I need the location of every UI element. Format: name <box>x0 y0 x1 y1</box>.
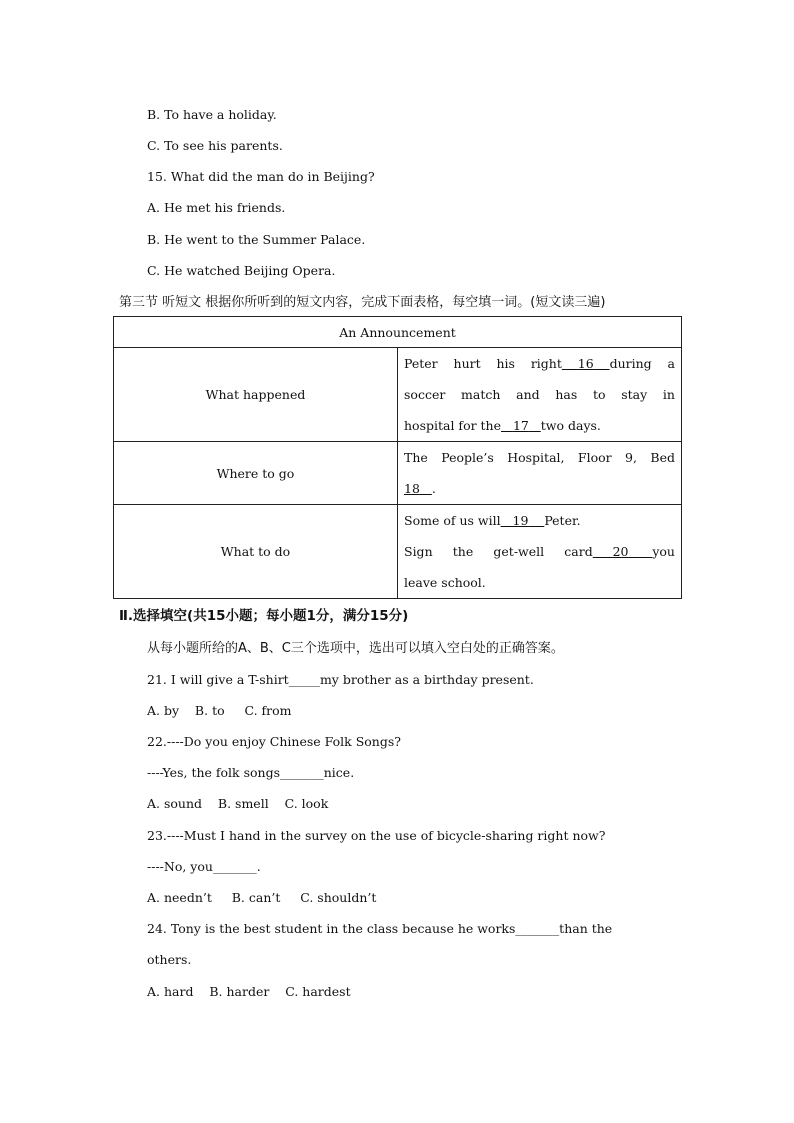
word: his <box>496 356 515 371</box>
question-24-line2: others. <box>147 952 192 967</box>
q24-options: A. hard B. harder C. hardest <box>147 984 351 999</box>
row-content-what-to-do <box>398 505 682 599</box>
blank-16 <box>562 356 610 371</box>
word: 9, <box>625 450 637 465</box>
row-content-what-happened <box>398 348 682 442</box>
table-title: An Announcement <box>114 317 682 348</box>
q15-option-c: C. He watched Beijing Opera. <box>147 263 336 278</box>
word: the <box>452 544 474 559</box>
blank-20 <box>593 544 653 559</box>
text: . <box>431 481 436 496</box>
option-b-holiday: B. To have a holiday. <box>147 107 277 122</box>
text: hospital for the <box>404 418 502 433</box>
word: Hospital, <box>507 450 565 465</box>
word: a <box>667 356 675 371</box>
word: stay <box>621 387 648 402</box>
blank-19 <box>501 513 545 528</box>
word: card <box>564 544 593 559</box>
question-21: 21. I will give a T-shirt_____my brother as a birthday present. <box>147 672 534 687</box>
row-label-where-to-go: Where to go <box>114 442 398 505</box>
announcement-table <box>113 316 682 599</box>
word: has <box>555 387 578 402</box>
word: right <box>530 356 562 371</box>
word: Bed <box>650 450 675 465</box>
question-22-line2: ----Yes, the folk songs_______nice. <box>147 765 355 780</box>
part2-instruction: 从每小题所给的A、B、C三个选项中，选出可以填入空白处的正确答案。 <box>147 641 564 656</box>
word: to <box>592 387 606 402</box>
word: Peter <box>404 356 438 371</box>
blank-18-number: 18 <box>404 481 420 496</box>
row-label-what-to-do: What to do <box>114 505 398 599</box>
word: Floor <box>577 450 612 465</box>
word: get-well <box>493 544 545 559</box>
option-c-parents: C. To see his parents. <box>147 138 283 153</box>
text: two days. <box>540 418 601 433</box>
question-22-line1: 22.----Do you enjoy Chinese Folk Songs? <box>147 734 401 749</box>
text: leave school. <box>404 575 486 590</box>
question-23-line2: ----No, you_______. <box>147 859 261 874</box>
part2-heading: Ⅱ.选择填空(共15小题；每小题1分，满分15分) <box>119 608 409 624</box>
word: in <box>662 387 675 402</box>
word: during <box>609 356 652 371</box>
word: People’s <box>441 450 494 465</box>
q23-options: A. needn’t B. can’t C. shouldn’t <box>147 890 377 905</box>
blank-20-number: 20 <box>612 544 629 559</box>
blank-17-number: 17 <box>512 418 529 433</box>
word: hurt <box>453 356 481 371</box>
q15-option-a: A. He met his friends. <box>147 200 286 215</box>
text: Peter. <box>544 513 581 528</box>
question-24-line1: 24. Tony is the best student in the class because he works_______than the <box>147 921 613 936</box>
word: Sign <box>404 544 433 559</box>
row-content-where-to-go <box>398 442 682 505</box>
question-23-line1: 23.----Must I hand in the survey on the use of bicycle-sharing right now? <box>147 828 606 843</box>
q22-options: A. sound B. smell C. look <box>147 796 329 811</box>
text: Some of us will <box>404 513 501 528</box>
blank-19-number: 19 <box>512 513 529 528</box>
blank-17 <box>501 418 541 433</box>
row-label-what-happened: What happened <box>114 348 398 442</box>
section3-heading: 第三节 听短文 根据你所听到的短文内容，完成下面表格，每空填一词。(短文读三遍) <box>119 295 606 310</box>
word: match <box>461 387 501 402</box>
word: and <box>516 387 540 402</box>
word: you <box>652 544 675 559</box>
blank-18 <box>404 481 432 496</box>
word: soccer <box>404 387 446 402</box>
word: The <box>404 450 428 465</box>
q15-option-b: B. He went to the Summer Palace. <box>147 232 366 247</box>
question-15: 15. What did the man do in Beijing? <box>147 169 375 184</box>
blank-16-number: 16 <box>577 356 594 371</box>
q21-options: A. by B. to C. from <box>147 703 292 718</box>
